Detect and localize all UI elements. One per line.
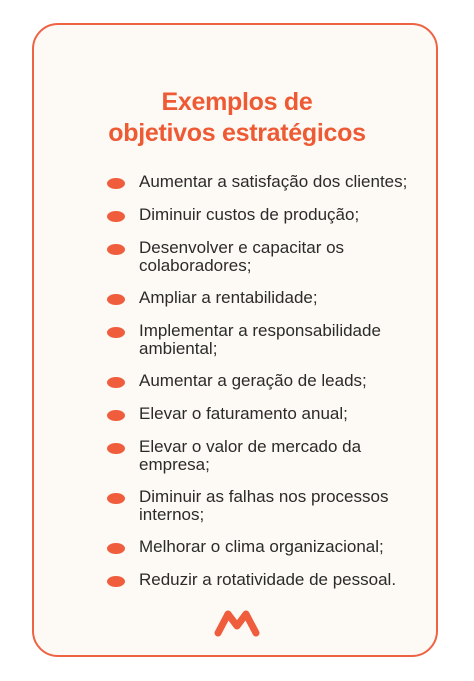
bullet-dot-icon — [107, 211, 125, 222]
list-item-text: Ampliar a rentabilidade; — [139, 288, 318, 307]
bullet-dot-icon — [107, 244, 125, 255]
list-item-text: Elevar o faturamento anual; — [139, 404, 348, 423]
bullet-dot-icon — [107, 443, 125, 454]
list-item-text: Desenvolver e capacitar os colaboradores; — [139, 238, 345, 275]
list-item-text: Implementar a responsabilidade ambiental; — [139, 321, 381, 358]
title-line-1: Exemplos de — [161, 88, 313, 116]
list-item-text: Elevar o valor de mercado da empresa; — [139, 437, 362, 474]
bullet-dot-icon — [107, 327, 125, 338]
bullet-dot-icon — [107, 543, 125, 554]
list-item-text: Aumentar a geração de leads; — [139, 371, 367, 390]
bullet-dot-icon — [107, 576, 125, 587]
bullet-dot-icon — [107, 178, 125, 189]
list-item-text: Aumentar a satisfação dos clientes; — [139, 172, 408, 191]
list-item-text: Melhorar o clima organizacional; — [139, 537, 384, 556]
list-item-text: Diminuir custos de produção; — [139, 205, 360, 224]
bullet-dot-icon — [107, 377, 125, 388]
brand-logo-icon — [214, 607, 260, 637]
title-line-2: objetivos estratégicos — [108, 119, 366, 147]
list-item-text: Reduzir a rotatividade de pessoal. — [139, 570, 397, 589]
objectives-list — [34, 25, 440, 659]
infographic-card — [32, 23, 438, 657]
bullet-dot-icon — [107, 410, 125, 421]
bullet-dot-icon — [107, 493, 125, 504]
list-item-text: Diminuir as falhas nos processos internos; — [139, 487, 389, 524]
bullet-dot-icon — [107, 294, 125, 305]
